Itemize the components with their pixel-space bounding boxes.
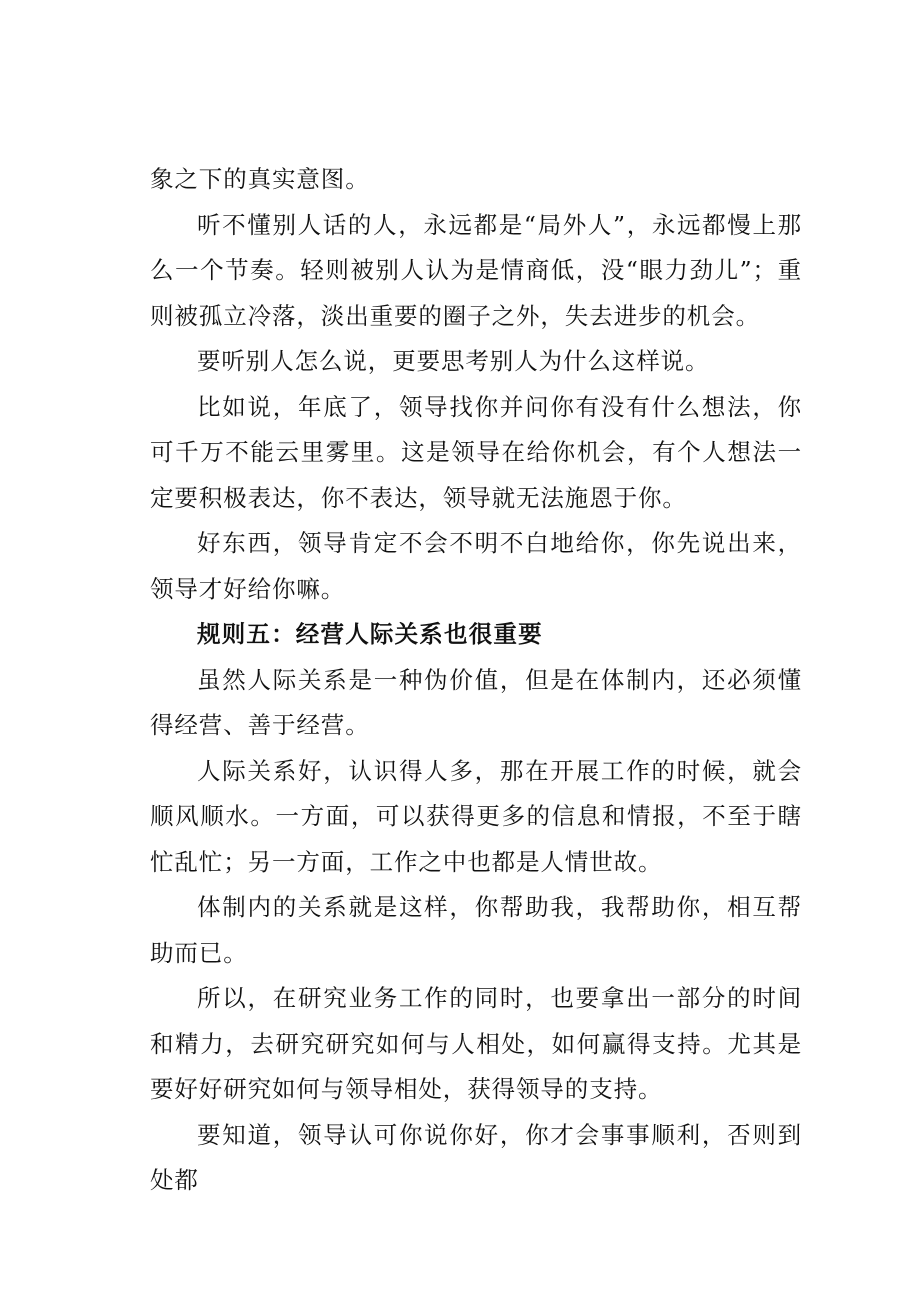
paragraph-good-things: 好东西，领导肯定不会不明不白地给你，你先说出来，领导才好给你嘛。	[150, 529, 802, 603]
paragraph-mutual-help: 体制内的关系就是这样，你帮助我，我帮助你，相互帮助而已。	[150, 893, 802, 967]
paragraph-listen-think: 要听别人怎么说，更要思考别人为什么这样说。	[197, 347, 710, 375]
paragraph-year-end-example: 比如说，年底了，领导找你并问你有没有什么想法，你可千万不能云里雾里。这是领导在给你机会，有个人想法一定要积极表达，你不表达，领导就无法施恩于你。	[150, 392, 802, 512]
paragraph-pseudo-value: 虽然人际关系是一种伪价值，但是在体制内，还必须懂得经营、善于经营。	[150, 665, 802, 739]
paragraph-continuation: 象之下的真实意图。	[150, 165, 370, 193]
paragraph-outsider: 听不懂别人话的人，永远都是“局外人”，永远都慢上那么一个节奏。轻则被别人认为是情商低，没“眼力劲儿”；重则被孤立冷落，淡出重要的圈子之外，失去进步的机会。	[150, 210, 802, 330]
paragraph-study-relations: 所以，在研究业务工作的同时，也要拿出一部分的时间和精力，去研究研究如何与人相处，如何赢得支持。尤其是要好好研究如何与领导相处，获得领导的支持。	[150, 984, 802, 1103]
paragraph-good-relations: 人际关系好，认识得人多，那在开展工作的时候，就会顺风顺水。一方面，可以获得更多的信息和情报，不至于瞎忙乱忙；另一方面，工作之中也都是人情世故。	[150, 756, 802, 876]
document-page	[150, 157, 802, 1204]
paragraph-leader-recognition: 要知道，领导认可你说你好，你才会事事顺利，否则到处都	[150, 1120, 802, 1194]
section-heading-rule-five: 规则五：经营人际关系也很重要	[197, 620, 543, 648]
